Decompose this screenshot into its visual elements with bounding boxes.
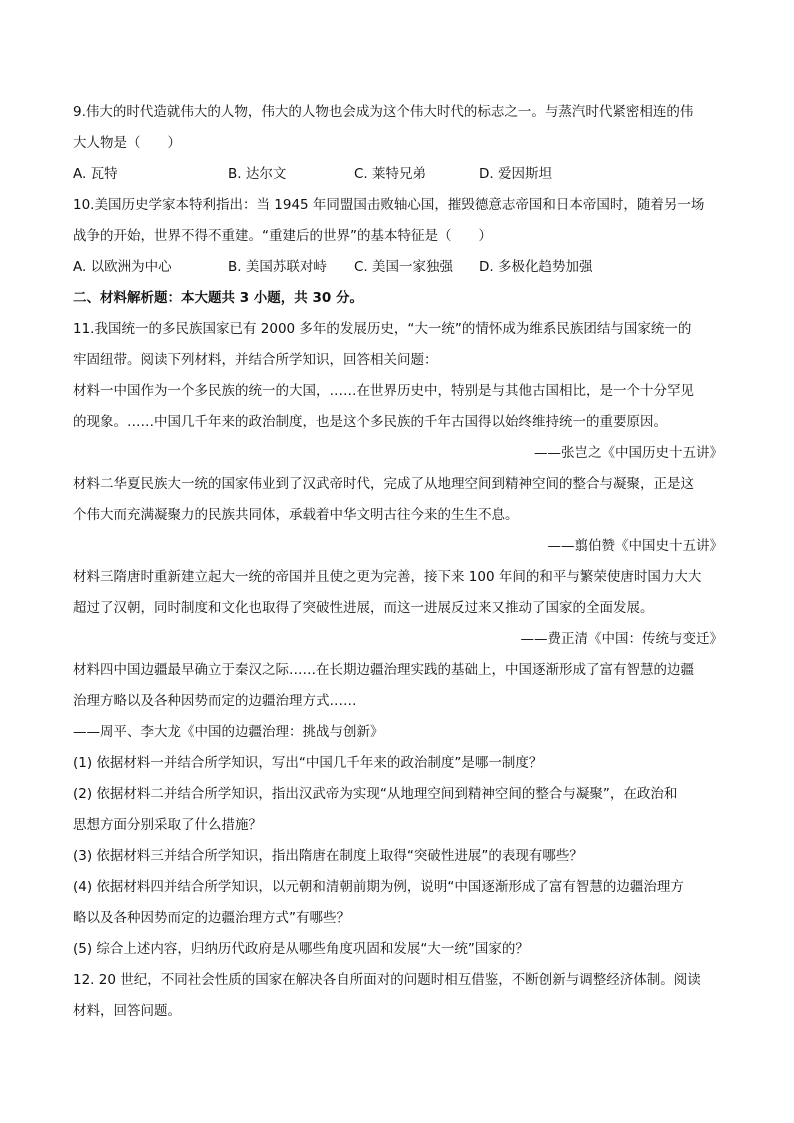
q10-option-d: D. 多极化趋势加强: [479, 259, 593, 275]
material-3-line-1: 材料三隋唐时重新建立起大一统的帝国并且使之更为完善，接下来 100 年间的和平与繁荣使唐时国力大大: [73, 569, 702, 585]
q11-intro-line-2: 牢固纽带。阅读下列材料，并结合所学知识，回答相关问题：: [73, 352, 438, 368]
q10-option-b: B. 美国苏联对峙: [228, 259, 327, 275]
q12-stem-line-1: 12. 20 世纪，不同社会性质的国家在解决各自所面对的问题时相互借鉴，不断创新与调整经济体制。阅读: [73, 972, 701, 988]
question-9: [73, 97, 723, 190]
q11-sub-question-5: (5) 综合上述内容，归纳历代政府是从哪些角度巩固和发展“大一统”国家的？: [73, 941, 529, 957]
q9-stem-line-2: 大人物是（ ）: [73, 135, 181, 151]
q10-option-c: C. 美国一家独强: [354, 259, 454, 275]
material-2-source: ——翦伯赞《中国史十五讲》: [547, 538, 723, 554]
q9-option-b: B. 达尔文: [228, 166, 287, 182]
material-3-source: ——费正清《中国：传统与变迁》: [520, 631, 723, 647]
material-1-line-1: 材料一中国作为一个多民族的统一的大国，……在世界历史中，特别是与其他古国相比，是一个十分罕见: [73, 383, 694, 399]
question-11: [73, 314, 723, 965]
material-4-source: ——周平、李大龙《中国的边疆治理：挑战与创新》: [73, 724, 384, 740]
q10-option-a: A. 以欧洲为中心: [73, 259, 172, 275]
q11-sub-question-1: (1) 依据材料一并结合所学知识，写出“中国几千年来的政治制度”是哪一制度？: [73, 755, 543, 771]
q11-sub-question-2-line-2: 思想方面分别采取了什么措施？: [73, 817, 262, 833]
q11-sub-question-4-line-1: (4) 依据材料四并结合所学知识，以元朝和清朝前期为例，说明“中国逐渐形成了富有智慧的边疆治理方: [73, 879, 684, 895]
q10-options: [73, 252, 723, 283]
question-12: [73, 965, 723, 1027]
q10-stem-line-2: 战争的开始，世界不得不重建。“重建后的世界”的基本特征是（ ）: [73, 228, 492, 244]
material-1-source: ——张岂之《中国历史十五讲》: [534, 445, 723, 461]
q9-option-d: D. 爱因斯坦: [479, 166, 552, 182]
exam-page: [73, 97, 723, 1027]
material-3-line-2: 超过了汉朝，同时制度和文化也取得了突破性进展，而这一进展反过来又推动了国家的全面发展。: [73, 600, 654, 616]
material-4-line-1: 材料四中国边疆最早确立于秦汉之际……在长期边疆治理实践的基础上，中国逐渐形成了富有智慧的边疆: [73, 662, 694, 678]
q9-option-c: C. 莱特兄弟: [354, 166, 427, 182]
section-2-heading: 二、材料解析题：本大题共 3 小题，共 30 分。: [73, 290, 363, 306]
q9-stem-line-1: 9.伟大的时代造就伟大的人物，伟大的人物也会成为这个伟大时代的标志之一。与蒸汽时代紧密相连的伟: [73, 104, 694, 120]
q11-sub-question-4-line-2: 略以及各种因势而定的边疆治理方式”有哪些？: [73, 910, 350, 926]
question-10: [73, 190, 723, 283]
q11-sub-question-2-line-1: (2) 依据材料二并结合所学知识，指出汉武帝为实现“从地理空间到精神空间的整合与凝聚”，在政治和: [73, 786, 678, 802]
material-2-line-2: 个伟大而充满凝聚力的民族共同体，承载着中华文明古往今来的生生不息。: [73, 507, 519, 523]
material-2-line-1: 材料二华夏民族大一统的国家伟业到了汉武帝时代，完成了从地理空间到精神空间的整合与凝聚，正是这: [73, 476, 694, 492]
material-1-line-2: 的现象。……中国几千年来的政治制度，也是这个多民族的千年古国得以始终维持统一的重要原因。: [73, 414, 667, 430]
material-4-line-2: 治理方略以及各种因势而定的边疆治理方式……: [73, 693, 357, 709]
q10-stem-line-1: 10.美国历史学家本特利指出：当 1945 年同盟国击败轴心国，摧毁德意志帝国和日本帝国时，随着另一场: [73, 197, 705, 213]
q9-options: [73, 159, 723, 190]
q12-stem-line-2: 材料，回答问题。: [73, 1003, 181, 1019]
q9-option-a: A. 瓦特: [73, 166, 118, 182]
q11-sub-question-3: (3) 依据材料三并结合所学知识，指出隋唐在制度上取得“突破性进展”的表现有哪些？: [73, 848, 583, 864]
q11-intro-line-1: 11.我国统一的多民族国家已有 2000 多年的发展历史，“大一统”的情怀成为维系民族团结与国家统一的: [73, 321, 692, 337]
